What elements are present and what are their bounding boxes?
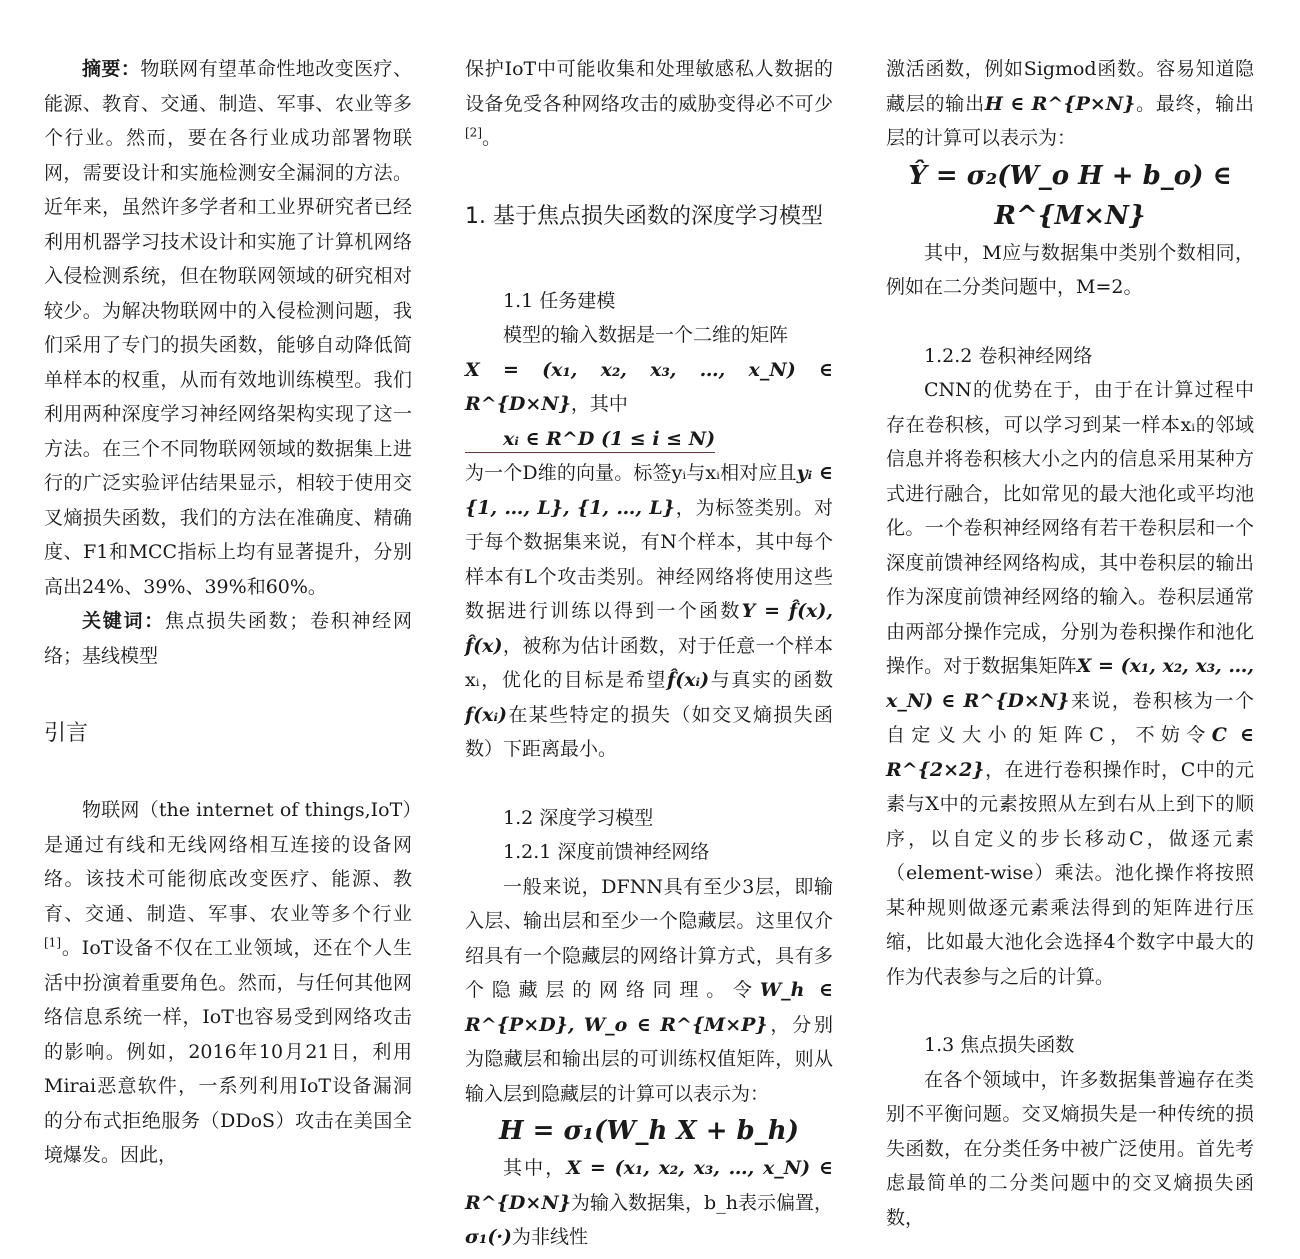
section-1-heading: 1. 基于焦点损失函数的深度学习模型 <box>465 203 823 229</box>
eq-fx: f̂(xᵢ) <box>667 669 710 691</box>
eq-f: Y = f̂(x), f̂(x) <box>465 600 833 657</box>
abstract-text: 物联网有望革命性地改变医疗、能源、教育、交通、制造、军事、农业等多个行业。然而，要在各行业成功部署物联网，需要设计和实施检测安全漏洞的方法。近年来，虽然许多学者和工业界研究者已经利用机器学习技术设计和实施了计算机网络入侵检测系统，但在物联网领域的研究相对较少。为解决物联网中的入侵检测问题，我们采用了专门的损失函数，能够自动降低简单样本的权重，从而有效地训练模型。我们利用两种深度学习神经网络架构实现了这一方法。在三个不同物联网领域的数据集上进行的广泛实验评估结果显示，相较于使用交叉熵损失函数，我们的方法在准确度、精确度、F1和MCC指标上均有显著提升，分别高出24%、39%、39%和60%。 <box>44 58 412 598</box>
p1-1-d: ，为标签类别。对于每个数据集来说，有N个样本，其中每个样本有L个攻击类别。神经网络将使用这些数据进行训练以得到一个函数 <box>465 496 833 622</box>
column-3 <box>886 52 1254 1235</box>
paragraph-1-2-1 <box>465 870 833 1112</box>
ref-2[interactable]: [2] <box>465 125 482 140</box>
eq-W: W_h ∈ R^{P×D}, W_o ∈ R^{M×P} <box>465 979 833 1036</box>
p1-1-e: ，被称为估计函数，对于任意一个样本xᵢ，优化的目标是希望 <box>465 634 833 691</box>
abstract <box>44 52 412 604</box>
p-a2: 。最终，输出层的计算可以表示为： <box>886 92 1254 149</box>
p-a: 激活函数，例如Sigmod函数。容易知道隐藏层的输出 <box>886 58 1254 115</box>
p1-2-1-b: ，分别为隐藏层和输出层的可训练权值矩阵，则从输入层到隐藏层的计算可以表示为： <box>465 1013 833 1105</box>
p1-1-g: 在某些特定的损失（如交叉熵损失函数）下距离最小。 <box>465 703 833 760</box>
p-c: CNN的优势在于，由于在计算过程中存在卷积核，可以学习到某一样本xᵢ的邻域信息并将卷积核大小之内的信息采用某种方式进行融合，比如常见的最大池化或平均池化。一个卷积神经网络有若干卷积层和一个深度前馈神经网络构成，其中卷积层的输出作为深度前馈神经网络的输入。卷积层通常由两部分操作完成，分别为卷积操作和池化操作。对于数据集矩阵 <box>886 379 1254 677</box>
cont-text: 保护IoT中可能收集和处理敏感私人数据的设备免受各种网络攻击的威胁变得必不可少 <box>465 58 833 115</box>
intro-heading: 引言 <box>44 721 89 746</box>
keywords <box>44 604 412 673</box>
eq-yi: yᵢ ∈ {1, …, L}, {1, …, L} <box>465 462 834 519</box>
equation-H: H = σ₁(W_h X + b_h) <box>499 1116 799 1146</box>
p1-1-f: 与真实的函数 <box>709 669 833 691</box>
eq-xi: xᵢ ∈ R^D (1 ≤ i ≤ N) <box>465 426 715 453</box>
paragraph-M: 其中，M应与数据集中类别个数相同，例如在二分类问题中，M=2。 <box>886 241 1254 298</box>
column-2 <box>465 52 833 1255</box>
subsection-1-1: 1.1 任务建模 <box>503 289 616 312</box>
subsection-1-2-2: 1.2.2 卷积神经网络 <box>924 344 1093 367</box>
eq-sigma: σ₁(·) <box>465 1226 512 1248</box>
eq-X: X = (x₁, x₂, x₃, …, x_N) ∈ R^{D×N} <box>465 358 833 415</box>
eq-H-in: H ∈ R^{P×N} <box>984 92 1136 115</box>
column-1 <box>44 52 412 1173</box>
eq-X-input: X = (x₁, x₂, x₃, …, x_N) ∈ R^{D×N} <box>465 1157 833 1214</box>
paragraph-1-2-1-c <box>465 1151 833 1255</box>
paragraph-activation <box>886 52 1254 156</box>
p1-2-1-d: 为输入数据集，b_h表示偏置， <box>570 1191 833 1214</box>
p1-1-c: 为一个D维的向量。标签yᵢ与xᵢ相对应且 <box>465 462 797 484</box>
intro-paragraph <box>44 793 412 1173</box>
p-c3: ，在进行卷积操作时，C中的元素与X中的元素按照从左到右从上到下的顺序，以自定义的步长移动C，做逐元素（element-wise）乘法。池化操作将按照某种规则做逐元素乘法得到的矩阵进行压缩，比如最大池化会选择4个数字中最大的作为代表参与之后的计算。 <box>886 758 1254 988</box>
paragraph-cnn <box>886 373 1254 994</box>
intro-text-a: 物联网（the internet of things,IoT）是通过有线和无线网络相互连接的设备网络。该技术可能彻底改变医疗、能源、教育、交通、制造、军事、农业等多个行业 <box>44 799 412 925</box>
paragraph-focal: 在各个领域中，许多数据集普遍存在类别不平衡问题。交叉熵损失是一种传统的损失函数，在分类任务中被广泛使用。首先考虑最简单的二分类问题中的交叉熵损失函数， <box>886 1068 1254 1229</box>
p1-2-1-e: 为非线性 <box>511 1226 588 1248</box>
cont-end: 。 <box>482 127 502 149</box>
keywords-label: 关键词： <box>82 610 165 632</box>
subsection-1-2: 1.2 深度学习模型 <box>503 806 654 829</box>
p-c2: 来说，卷积核为一个自定义大小的矩阵C，不妨令 <box>886 689 1254 746</box>
p1-1-a: 模型的输入数据是一个二维的矩阵 <box>503 324 789 346</box>
p1-1-b: ，其中 <box>570 393 628 415</box>
eq-fxi: f(xᵢ) <box>465 703 508 726</box>
ref-1[interactable]: [1] <box>44 935 61 950</box>
p1-2-1-c: 其中， <box>503 1157 567 1179</box>
abstract-label: 摘要： <box>82 58 141 80</box>
subsection-1-3: 1.3 焦点损失函数 <box>924 1034 1075 1056</box>
paragraph-1-1 <box>465 318 833 767</box>
subsection-1-2-1: 1.2.1 深度前馈神经网络 <box>503 841 710 863</box>
intro-text-b: 。IoT设备不仅在工业领域，还在个人生活中扮演着重要角色。然而，与任何其他网络信息系统一样，IoT也容易受到网络攻击的影响。例如，2016年10月21日，利用Mirai恶意软件，一系列利用IoT设备漏洞的分布式拒绝服务（DDoS）攻击在美国全境爆发。因此， <box>44 937 412 1166</box>
keywords-text: 焦点损失函数；卷积神经网络；基线模型 <box>44 610 412 667</box>
p1-2-1-a: 一般来说，DFNN具有至少3层，即输入层、输出层和至少一个隐藏层。这里仅介绍具有一个隐藏层的网络计算方式，具有多个隐藏层的网络同理。令 <box>465 875 833 1001</box>
equation-Y: Ŷ = σ₂(W_o H + b_o) ∈ R^{M×N} <box>908 160 1232 231</box>
eq-X2: X = (x₁, x₂, x₃, …, x_N) ∈ R^{D×N} <box>886 655 1254 712</box>
eq-C: C ∈ R^{2×2} <box>886 724 1254 781</box>
continuation-paragraph <box>465 52 833 156</box>
